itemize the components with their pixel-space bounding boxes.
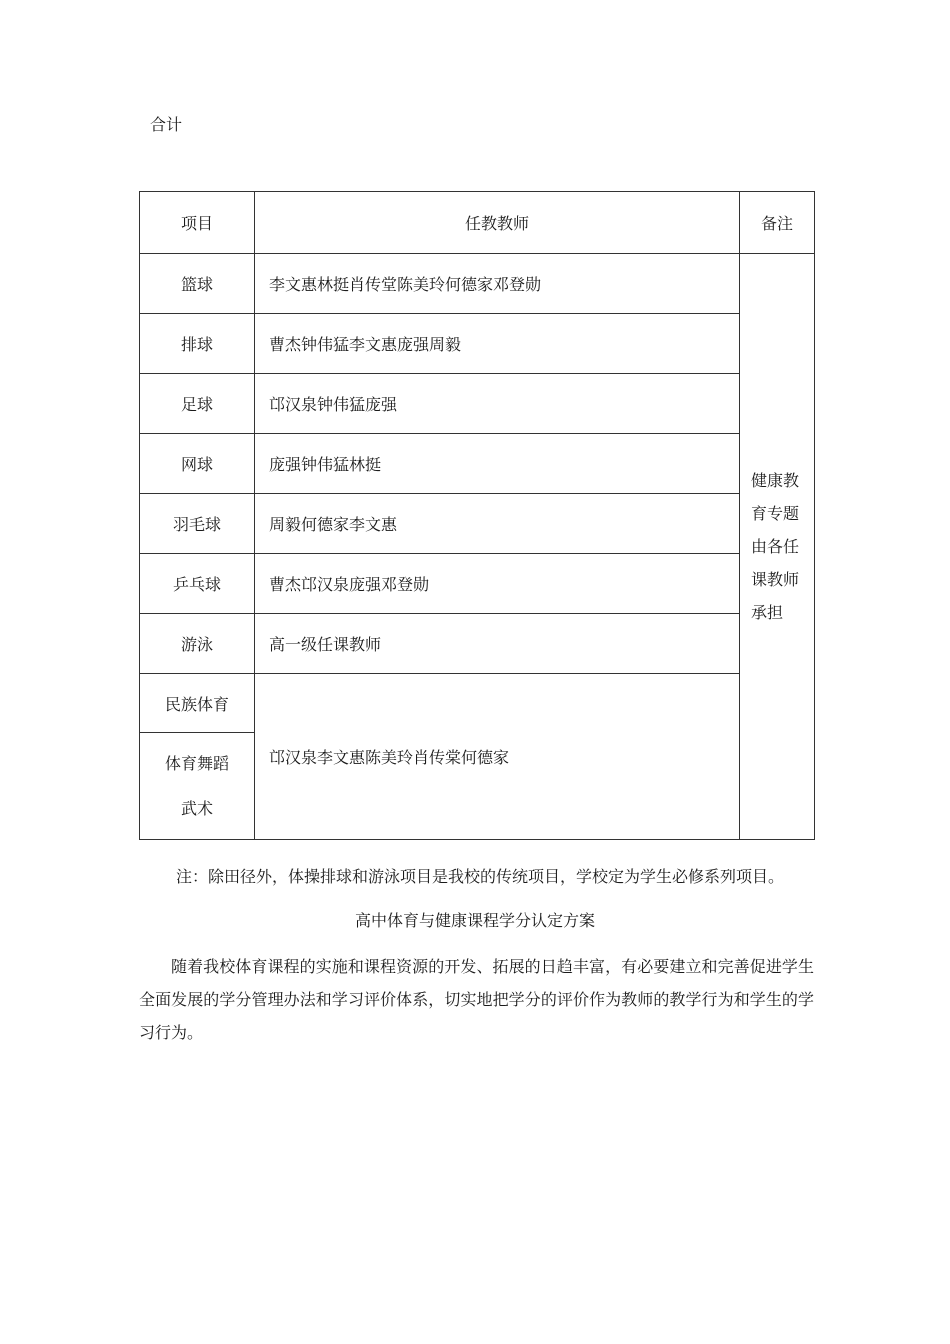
table-note: 注：除田径外，体操排球和游泳项目是我校的传统项目，学校定为学生必修系列项目。 — [176, 867, 785, 886]
table-row — [140, 674, 815, 733]
table-row — [140, 494, 815, 554]
item-cell: 排球 — [140, 314, 255, 374]
item-cell: 羽毛球 — [140, 494, 255, 554]
teachers-cell: 周毅何德家李文惠 — [255, 494, 740, 554]
body-paragraph: 随着我校体育课程的实施和课程资源的开发、拓展的日趋丰富，有必要建立和完善促进学生全面发展的学分管理办法和学习评价体系，切实地把学分的评价作为教师的教学行为和学生的学习行为。 — [139, 957, 814, 1042]
teachers-cell: 李文惠林挺肖传堂陈美玲何德家邓登勋 — [255, 254, 740, 314]
table-row — [140, 554, 815, 614]
table-header-row — [140, 192, 815, 254]
item-cell: 篮球 — [140, 254, 255, 314]
course-teacher-table — [139, 191, 815, 840]
teachers-cell: 高一级任课教师 — [255, 614, 740, 674]
table-row — [140, 434, 815, 494]
table-row — [140, 374, 815, 434]
table-row — [140, 254, 815, 314]
remarks-text: 健康教育专题由各任课教师承担 — [751, 471, 800, 622]
teachers-cell: 曹杰邙汉泉庞强邓登勋 — [255, 554, 740, 614]
table-row — [140, 614, 815, 674]
item-cell: 网球 — [140, 434, 255, 494]
header-item: 项目 — [140, 192, 255, 254]
section-title: 高中体育与健康课程学分认定方案 — [354, 911, 595, 930]
item-cell: 游泳 — [140, 614, 255, 674]
table-row — [140, 314, 815, 374]
header-teachers: 任教教师 — [255, 192, 740, 254]
summary-label: 合计 — [150, 115, 183, 134]
item-cell: 乒乓球 — [140, 554, 255, 614]
teachers-cell: 邙汉泉钟伟猛庞强 — [255, 374, 740, 434]
teachers-cell: 曹杰钟伟猛李文惠庞强周毅 — [255, 314, 740, 374]
teachers-cell: 庞强钟伟猛林挺 — [255, 434, 740, 494]
item-cell: 体育舞蹈 武术 — [140, 733, 255, 840]
header-remarks: 备注 — [740, 192, 815, 254]
remarks-cell — [740, 254, 815, 840]
item-cell: 足球 — [140, 374, 255, 434]
item-cell: 民族体育 — [140, 674, 255, 733]
teachers-cell-merged: 邙汉泉李文惠陈美玲肖传棠何德家 — [255, 674, 740, 840]
